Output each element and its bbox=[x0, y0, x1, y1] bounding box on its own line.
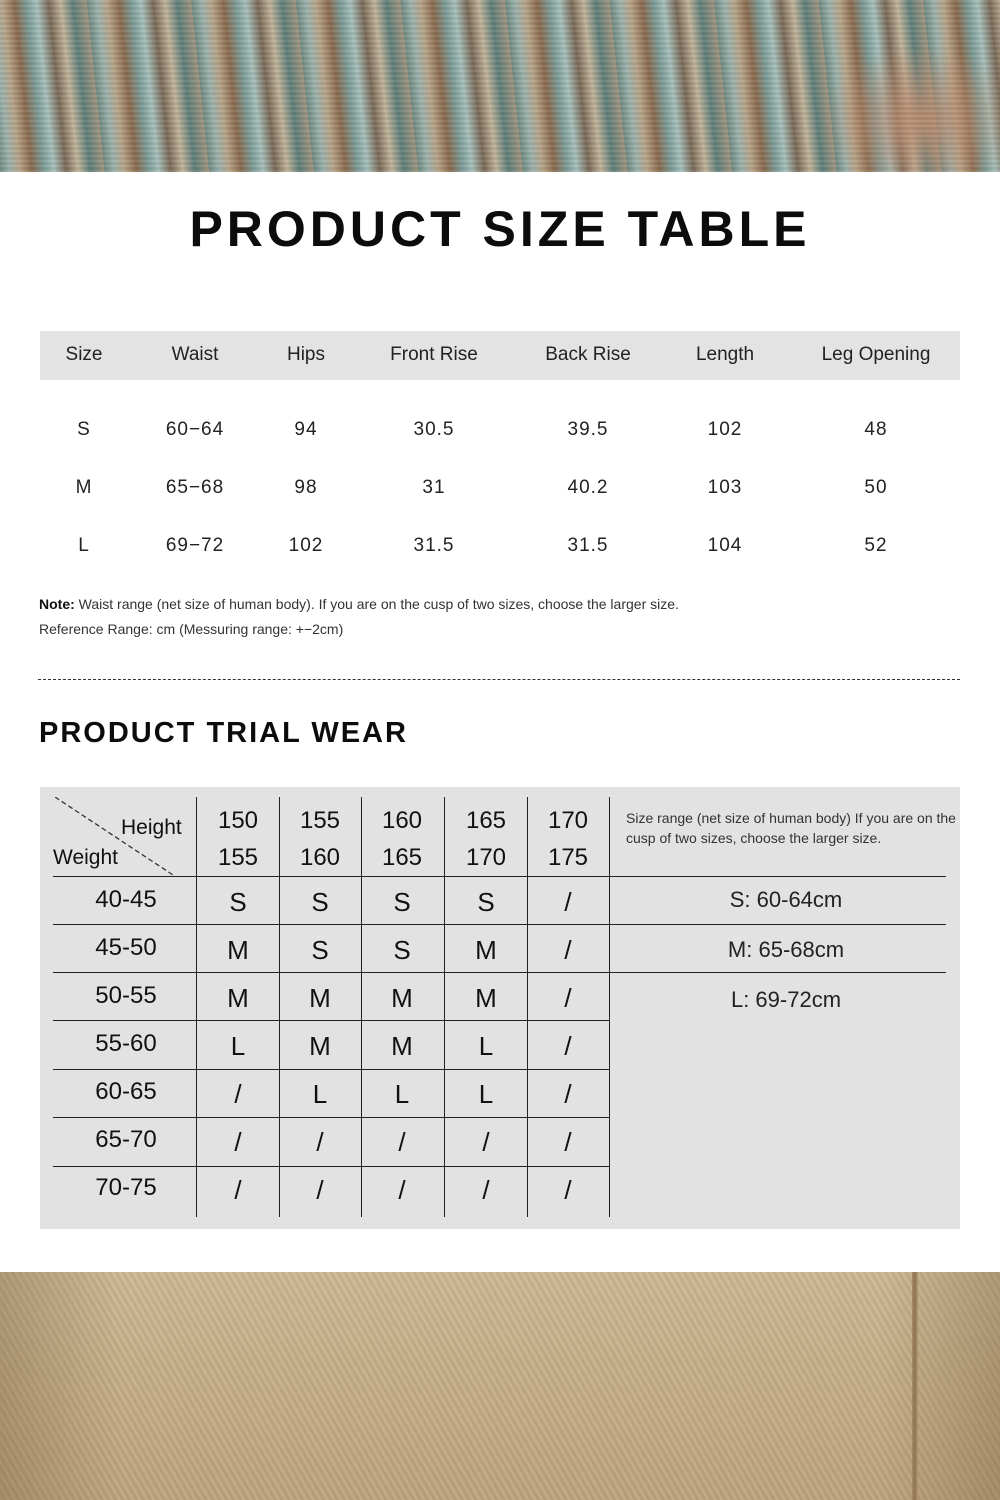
range-m: M: 65-68cm bbox=[727, 937, 845, 962]
grid-cell: / bbox=[564, 935, 572, 965]
height-from: 160 bbox=[381, 807, 423, 834]
range-l: L: 69-72cm bbox=[730, 987, 842, 1012]
table-cell: 94 bbox=[294, 419, 318, 440]
height-to: 155 bbox=[217, 844, 259, 871]
fabric-seam bbox=[912, 1272, 918, 1500]
grid-cell: / bbox=[234, 1079, 242, 1109]
grid-cell: / bbox=[564, 1127, 572, 1157]
grid-cell: S bbox=[229, 887, 247, 917]
page-title: PRODUCT SIZE TABLE bbox=[189, 201, 811, 257]
header-size: Size bbox=[65, 344, 103, 365]
table-cell: 52 bbox=[864, 535, 888, 556]
grid-line bbox=[444, 797, 445, 1217]
sweater-photo bbox=[0, 0, 1000, 172]
table-cell: S bbox=[77, 419, 91, 440]
grid-cell: / bbox=[234, 1127, 242, 1157]
grid-cell: M bbox=[309, 1031, 331, 1061]
grid-line bbox=[361, 797, 362, 1217]
grid-cell: M bbox=[227, 983, 249, 1013]
header-length: Length bbox=[695, 344, 755, 365]
grid-cell: / bbox=[316, 1175, 324, 1205]
height-to: 165 bbox=[381, 844, 423, 871]
table-cell: 65−68 bbox=[165, 477, 225, 498]
grid-cell: S bbox=[393, 887, 411, 917]
height-col-155 bbox=[300, 802, 340, 876]
header-back-rise: Back Rise bbox=[545, 344, 631, 365]
height-col-150 bbox=[218, 802, 258, 876]
table-cell: 31.5 bbox=[413, 535, 455, 556]
grid-line bbox=[279, 797, 280, 1217]
grid-cell: M bbox=[475, 935, 497, 965]
pants-fabric-photo bbox=[0, 1272, 1000, 1500]
section-title-trial-wear: PRODUCT TRIAL WEAR bbox=[39, 717, 408, 749]
grid-cell: M bbox=[475, 983, 497, 1013]
dashed-divider bbox=[38, 679, 960, 680]
grid-line bbox=[53, 876, 946, 877]
grid-cell: L bbox=[312, 1079, 328, 1109]
size-table-header bbox=[40, 331, 960, 380]
weight-label: 45-50 bbox=[95, 934, 157, 961]
grid-line bbox=[53, 924, 946, 925]
grid-line bbox=[527, 797, 528, 1217]
table-cell: 50 bbox=[864, 477, 888, 498]
size-row-m bbox=[40, 477, 960, 507]
grid-cell: L bbox=[394, 1079, 410, 1109]
corner-height-label: Height bbox=[121, 816, 182, 839]
height-from: 150 bbox=[217, 807, 259, 834]
header-leg-opening: Leg Opening bbox=[821, 344, 931, 365]
weight-label: 55-60 bbox=[95, 1030, 157, 1057]
table-cell: 69−72 bbox=[165, 535, 225, 556]
grid-cell: M bbox=[309, 983, 331, 1013]
grid-cell: L bbox=[478, 1031, 494, 1061]
grid-line bbox=[53, 972, 946, 973]
height-to: 170 bbox=[465, 844, 507, 871]
height-col-160 bbox=[382, 802, 422, 876]
grid-line bbox=[53, 1069, 610, 1070]
weight-label: 50-55 bbox=[95, 982, 157, 1009]
table-cell: 31 bbox=[422, 477, 446, 498]
weight-label: 70-75 bbox=[95, 1174, 157, 1201]
grid-cell: S bbox=[311, 935, 329, 965]
weight-label: 65-70 bbox=[95, 1126, 157, 1153]
grid-cell: / bbox=[482, 1127, 490, 1157]
note-reference: Reference Range: cm (Messuring range: +−2cm) bbox=[39, 621, 344, 637]
header-front-rise: Front Rise bbox=[390, 344, 478, 365]
note-text: Waist range (net size of human body). If you are on the cusp of two sizes, choose the larger size. bbox=[74, 596, 679, 612]
height-to: 160 bbox=[299, 844, 341, 871]
height-from: 165 bbox=[465, 807, 507, 834]
grid-line bbox=[53, 1020, 610, 1021]
table-cell: 103 bbox=[707, 477, 743, 498]
grid-cell: / bbox=[398, 1127, 406, 1157]
grid-cell: M bbox=[391, 1031, 413, 1061]
grid-cell: / bbox=[564, 1031, 572, 1061]
table-cell: 31.5 bbox=[567, 535, 609, 556]
range-s: S: 60-64cm bbox=[729, 887, 843, 912]
grid-cell: M bbox=[227, 935, 249, 965]
weight-label: 60-65 bbox=[95, 1078, 157, 1105]
size-range-note: Size range (net size of human body) If you are on the cusp of two sizes, choose the larger size. bbox=[626, 810, 956, 846]
height-col-170 bbox=[548, 802, 588, 876]
grid-cell: / bbox=[316, 1127, 324, 1157]
header-hips: Hips bbox=[286, 344, 326, 365]
table-cell: 98 bbox=[294, 477, 318, 498]
grid-cell: M bbox=[391, 983, 413, 1013]
grid-cell: / bbox=[482, 1175, 490, 1205]
note-waist bbox=[39, 596, 679, 612]
grid-cell: S bbox=[393, 935, 411, 965]
header-waist: Waist bbox=[171, 344, 219, 365]
grid-line bbox=[53, 1166, 610, 1167]
grid-cell: / bbox=[564, 887, 572, 917]
grid-cell: / bbox=[564, 983, 572, 1013]
table-cell: 48 bbox=[864, 419, 888, 440]
table-cell: 30.5 bbox=[413, 419, 455, 440]
grid-cell: / bbox=[398, 1175, 406, 1205]
table-cell: 39.5 bbox=[567, 419, 609, 440]
table-cell: 40.2 bbox=[567, 477, 609, 498]
note-label: Note: bbox=[39, 596, 75, 612]
table-cell: M bbox=[75, 477, 93, 498]
grid-line bbox=[196, 797, 197, 1217]
grid-cell: S bbox=[311, 887, 329, 917]
weight-label: 40-45 bbox=[95, 886, 157, 913]
height-col-165 bbox=[466, 802, 506, 876]
grid-cell: L bbox=[478, 1079, 494, 1109]
size-row-l bbox=[40, 535, 960, 565]
height-from: 155 bbox=[299, 807, 341, 834]
grid-line bbox=[53, 1117, 610, 1118]
table-cell: 102 bbox=[707, 419, 743, 440]
grid-cell: / bbox=[564, 1079, 572, 1109]
grid-line bbox=[609, 797, 610, 1217]
grid-cell: / bbox=[564, 1175, 572, 1205]
height-to: 175 bbox=[547, 844, 589, 871]
grid-cell: / bbox=[234, 1175, 242, 1205]
corner-weight-label: Weight bbox=[53, 846, 118, 869]
table-cell: L bbox=[78, 535, 90, 556]
table-cell: 60−64 bbox=[165, 419, 225, 440]
grid-cell: L bbox=[230, 1031, 246, 1061]
grid-cell: S bbox=[477, 887, 495, 917]
table-cell: 104 bbox=[707, 535, 743, 556]
height-from: 170 bbox=[547, 807, 589, 834]
table-cell: 102 bbox=[288, 535, 324, 556]
size-row-s bbox=[40, 419, 960, 449]
